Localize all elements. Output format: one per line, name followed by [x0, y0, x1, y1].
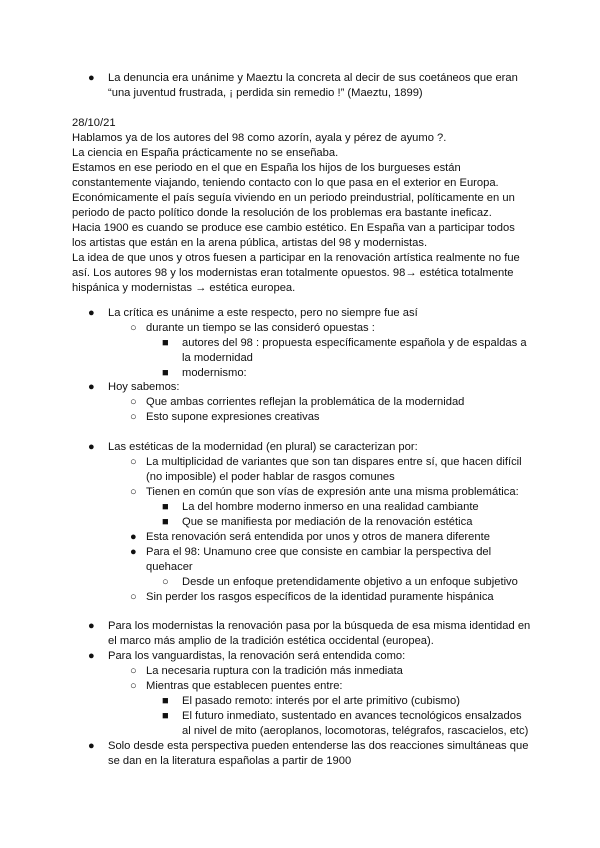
bullet-square: ■ [162, 367, 169, 379]
s2-sin-perder: Sin perder los rasgos específicos de la identidad puramente hispánica [146, 591, 494, 603]
s1-modernismo: modernismo: [182, 367, 247, 379]
bullet-circle: ○ [162, 576, 169, 588]
bullet-square: ■ [162, 501, 169, 513]
bullet-disc: ● [88, 740, 95, 752]
bullet-disc: ● [88, 441, 95, 453]
s3-solo-desde-line2: se dan en la literatura españolas a partir de 1900 [108, 755, 352, 767]
s3-modernistas-line1: Para los modernistas la renovación pasa por la búsqueda de esa misma identidad en [108, 620, 531, 632]
s2-enfoque: Desde un enfoque pretendidamente objetivo a un enfoque subjetivo [182, 576, 518, 588]
bullet-disc: ● [88, 307, 95, 319]
bullet-circle: ○ [130, 680, 137, 692]
entry-date: 28/10/21 [72, 117, 116, 129]
s2-unamuno-line1: Para el 98: Unamuno cree que consiste en cambiar la perspectiva del [146, 546, 492, 558]
bullet-disc: ● [88, 381, 95, 393]
entry-line: así. Los autores 98 y los modernistas eran totalmente opuestos. 98→ estética totalmente [72, 267, 514, 279]
entry-line: constantemente viajando, teniendo contacto con lo que pasa en el exterior en Europa. [72, 177, 499, 189]
bullet-square: ■ [162, 695, 169, 707]
s2-esteticas: Las estéticas de la modernidad (en plural) se caracterizan por: [108, 441, 418, 453]
bullet-circle: ○ [130, 486, 137, 498]
s3-futuro-line2: al nivel de mito (aeroplanos, locomotoras, telégrafos, rascacielos, etc) [182, 725, 529, 737]
s1-autores98-line2: la modernidad [182, 352, 253, 364]
intro-bullet-line1: La denuncia era unánime y Maeztu la concreta al decir de sus coetáneos que eran [108, 72, 518, 84]
s2-renovacion: Esta renovación será entendida por unos y otros de manera diferente [146, 531, 490, 543]
s2-en-comun: Tienen en común que son vías de expresión ante una misma problemática: [146, 486, 519, 498]
s3-modernistas-line2: el marco más amplio de la tradición estética occidental (europea). [108, 635, 434, 647]
entry-line: Estamos en ese periodo en el que en España los hijos de los burgueses están [72, 162, 461, 174]
bullet-square: ■ [162, 710, 169, 722]
entry-line: periodo de pacto político donde la resolución de los problemas era bastante ineficaz. [72, 207, 492, 219]
bullet-circle: ○ [130, 456, 137, 468]
s2-hombre-moderno: La del hombre moderno inmerso en una realidad cambiante [182, 501, 479, 513]
s2-manifiesta: Que se manifiesta por mediación de la renovación estética [182, 516, 473, 528]
intro-bullet-line2: “una juventud frustrada, ¡ perdida sin remedio !” (Maeztu, 1899) [108, 87, 423, 99]
entry-line: Hacia 1900 es cuando se produce ese cambio estético. En España van a participar todos [72, 222, 515, 234]
s3-vanguardistas: Para los vanguardistas, la renovación será entendida como: [108, 650, 406, 662]
s1-hoy-sabemos: Hoy sabemos: [108, 381, 180, 393]
bullet-circle: ○ [130, 411, 137, 423]
bullet-disc: ● [88, 650, 95, 662]
s1-expresiones: Esto supone expresiones creativas [146, 411, 320, 423]
entry-line: los artistas que están en la arena pública, artistas del 98 y modernistas. [72, 237, 428, 249]
s1-ambas-corrientes: Que ambas corrientes reflejan la problemática de la modernidad [146, 396, 465, 408]
s3-futuro-line1: El futuro inmediato, sustentado en avances tecnológicos ensalzados [182, 710, 522, 722]
s3-puentes: Mientras que establecen puentes entre: [146, 680, 343, 692]
s1-sub-opuestas: durante un tiempo se las consideró opuestas : [146, 322, 375, 334]
s3-ruptura: La necesaria ruptura con la tradición más inmediata [146, 665, 403, 677]
bullet-circle: ○ [130, 665, 137, 677]
s3-solo-desde-line1: Solo desde esta perspectiva pueden entenderse las dos reacciones simultáneas que [108, 740, 529, 752]
bullet-circle: ○ [130, 591, 137, 603]
entry-line: La idea de que unos y otros fuesen a participar en la renovación artística realmente no fue [72, 252, 520, 264]
entry-line: hispánica y modernistas → estética europea. [72, 282, 296, 294]
entry-line: La ciencia en España prácticamente no se enseñaba. [72, 147, 339, 159]
entry-line: Económicamente el país seguía viviendo en un periodo preindustrial, políticamente en un [72, 192, 515, 204]
bullet-square: ■ [162, 337, 169, 349]
s2-multiplicidad-line2: (no imposible) el poder hablar de rasgos comunes [146, 471, 395, 483]
s2-multiplicidad-line1: La multiplicidad de variantes que son tan dispares entre sí, que hacen difícil [146, 456, 522, 468]
bullet-circle: ○ [130, 322, 137, 334]
entry-paragraph [72, 131, 542, 296]
bullet-disc: ● [130, 531, 137, 543]
bullet-square: ■ [162, 516, 169, 528]
s2-unamuno-line2: quehacer [146, 561, 193, 573]
s1-autores98-line1: autores del 98 : propuesta específicamente española y de espaldas a [182, 337, 527, 349]
s1-bullet-critica: La crítica es unánime a este respecto, pero no siempre fue así [108, 307, 418, 319]
s3-pasado-remoto: El pasado remoto: interés por el arte primitivo (cubismo) [182, 695, 460, 707]
bullet-disc: ● [88, 620, 95, 632]
bullet-disc: ● [88, 72, 95, 84]
bullet-circle: ○ [130, 396, 137, 408]
entry-line: Hablamos ya de los autores del 98 como azorín, ayala y pérez de ayumo ?. [72, 132, 447, 144]
bullet-disc: ● [130, 546, 137, 558]
